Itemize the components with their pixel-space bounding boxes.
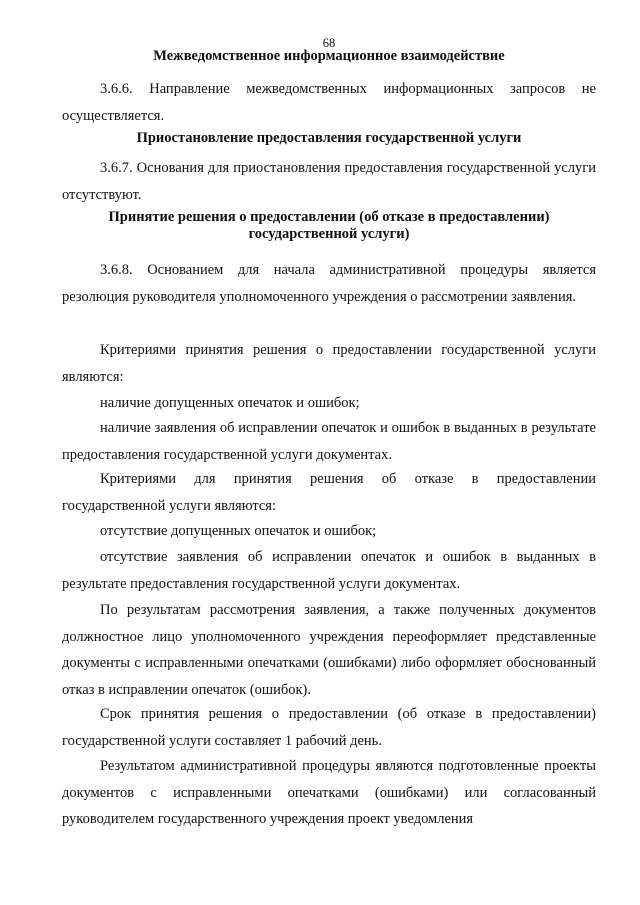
section-heading-suspension: Приостановление предоставления государственной услуги xyxy=(136,130,522,146)
paragraph-criteria-refusal: Критериями для принятия решения об отказе в предоставлении государственной услуги являются: xyxy=(62,471,596,514)
paragraph-procedure-result: Результатом административной процедуры являются подготовленные проекты документов с исправленными опечатками (ошибками) или согласованный руководителем государственного учреждения проект уведомления xyxy=(62,758,596,827)
paragraph-criteria-grant: Критериями принятия решения о предоставлении государственной услуги являются: xyxy=(62,342,596,385)
section-heading-decision-line2: государственной услуги) xyxy=(248,226,410,242)
paragraph-application-present: наличие заявления об исправлении опечаток и ошибок в выданных в результате предоставления государственной услуги документах. xyxy=(62,420,596,463)
paragraph-3-6-8: 3.6.8. Основанием для начала административной процедуры является резолюция руководителя уполномоченного учреждения о рассмотрении заявления. xyxy=(62,262,596,305)
paragraph-review-results: По результатам рассмотрения заявления, а также полученных документов должностное лицо уполномоченного учреждения переоформляет представленные документы с исправленными опечатками (ошибками) либо оформляет обоснованный отказ в исправлении опечаток (ошибок). xyxy=(62,602,596,698)
section-heading-interagency: Межведомственное информационное взаимодействие xyxy=(153,48,505,64)
section-heading-decision-line1: Принятие решения о предоставлении (об отказе в предоставлении) xyxy=(108,209,550,225)
paragraph-typos-present: наличие допущенных опечаток и ошибок; xyxy=(100,395,360,411)
paragraph-decision-term: Срок принятия решения о предоставлении (об отказе в предоставлении) государственной услуги составляет 1 рабочий день. xyxy=(62,706,596,749)
paragraph-3-6-7: 3.6.7. Основания для приостановления предоставления государственной услуги отсутствуют. xyxy=(62,160,596,203)
paragraph-application-absent: отсутствие заявления об исправлении опечаток и ошибок в выданных в результате предоставления государственной услуги документах. xyxy=(62,549,596,592)
paragraph-3-6-6: 3.6.6. Направление межведомственных информационных запросов не осуществляется. xyxy=(62,81,596,124)
paragraph-typos-absent: отсутствие допущенных опечаток и ошибок; xyxy=(100,523,377,539)
page-number: 68 xyxy=(322,36,336,50)
